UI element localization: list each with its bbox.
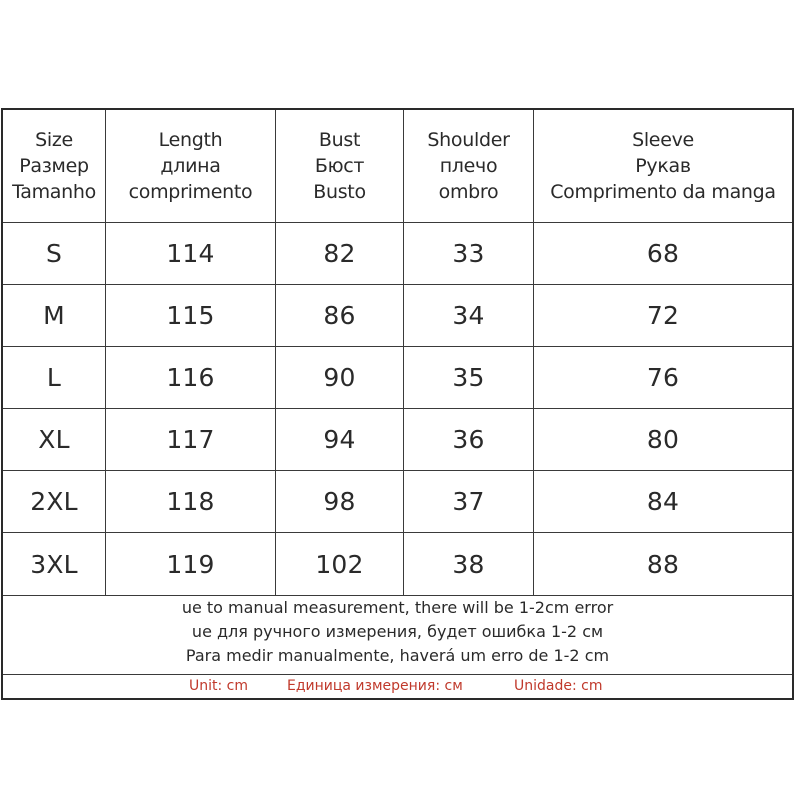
size-chart bbox=[1, 108, 794, 700]
unit-label-english: Unit: cm bbox=[189, 678, 249, 694]
note-line-russian: ue для ручного измерения, будет ошибка 1-2 см bbox=[191, 622, 604, 641]
bust-cell: 90 bbox=[323, 363, 356, 392]
sleeve-cell: 84 bbox=[646, 487, 680, 516]
bust-cell: 86 bbox=[323, 301, 356, 330]
size-cell: XL bbox=[38, 425, 70, 454]
sleeve-cell: 72 bbox=[646, 301, 680, 330]
row-divider bbox=[3, 674, 792, 675]
sleeve-cell: 80 bbox=[646, 425, 680, 454]
unit-label-russian: Единица измерения: см bbox=[287, 678, 463, 694]
size-cell: M bbox=[43, 301, 65, 330]
length-cell: 116 bbox=[166, 363, 215, 392]
length-cell: 117 bbox=[166, 425, 215, 454]
header-sleeve: Sleeve Рукав Comprimento da manga bbox=[550, 129, 776, 203]
shoulder-cell: 38 bbox=[452, 549, 485, 579]
header-size: Size Размер Tamanho bbox=[12, 129, 96, 203]
header-length: Length длина comprimento bbox=[128, 129, 253, 203]
sleeve-cell: 68 bbox=[646, 239, 680, 268]
shoulder-cell: 33 bbox=[452, 239, 485, 268]
shoulder-cell: 36 bbox=[452, 425, 485, 454]
length-cell: 118 bbox=[166, 487, 215, 516]
size-cell: S bbox=[45, 239, 63, 268]
length-cell: 115 bbox=[166, 301, 215, 330]
sleeve-cell: 76 bbox=[646, 363, 680, 392]
size-cell: 3XL bbox=[30, 549, 78, 579]
header-bust: Bust Бюст Busto bbox=[313, 129, 366, 203]
note-line-portuguese: Para medir manualmente, haverá um erro de 1-2 cm bbox=[185, 646, 610, 665]
unit-label-portuguese: Unidade: cm bbox=[514, 678, 603, 694]
sleeve-cell: 88 bbox=[646, 549, 680, 579]
shoulder-cell: 35 bbox=[452, 363, 485, 392]
bust-cell: 82 bbox=[323, 239, 356, 268]
bust-cell: 94 bbox=[323, 425, 356, 454]
size-cell: 2XL bbox=[30, 487, 78, 516]
size-cell: L bbox=[46, 363, 62, 392]
header-shoulder: Shoulder плечо ombro bbox=[427, 129, 510, 203]
shoulder-cell: 37 bbox=[452, 487, 485, 516]
bust-cell: 98 bbox=[323, 487, 356, 516]
row-divider bbox=[3, 595, 792, 596]
shoulder-cell: 34 bbox=[452, 301, 485, 330]
length-cell: 114 bbox=[166, 239, 215, 268]
length-cell: 119 bbox=[166, 549, 215, 579]
note-line-english: ue to manual measurement, there will be 1-2cm error bbox=[181, 598, 614, 617]
bust-cell: 102 bbox=[315, 549, 364, 579]
